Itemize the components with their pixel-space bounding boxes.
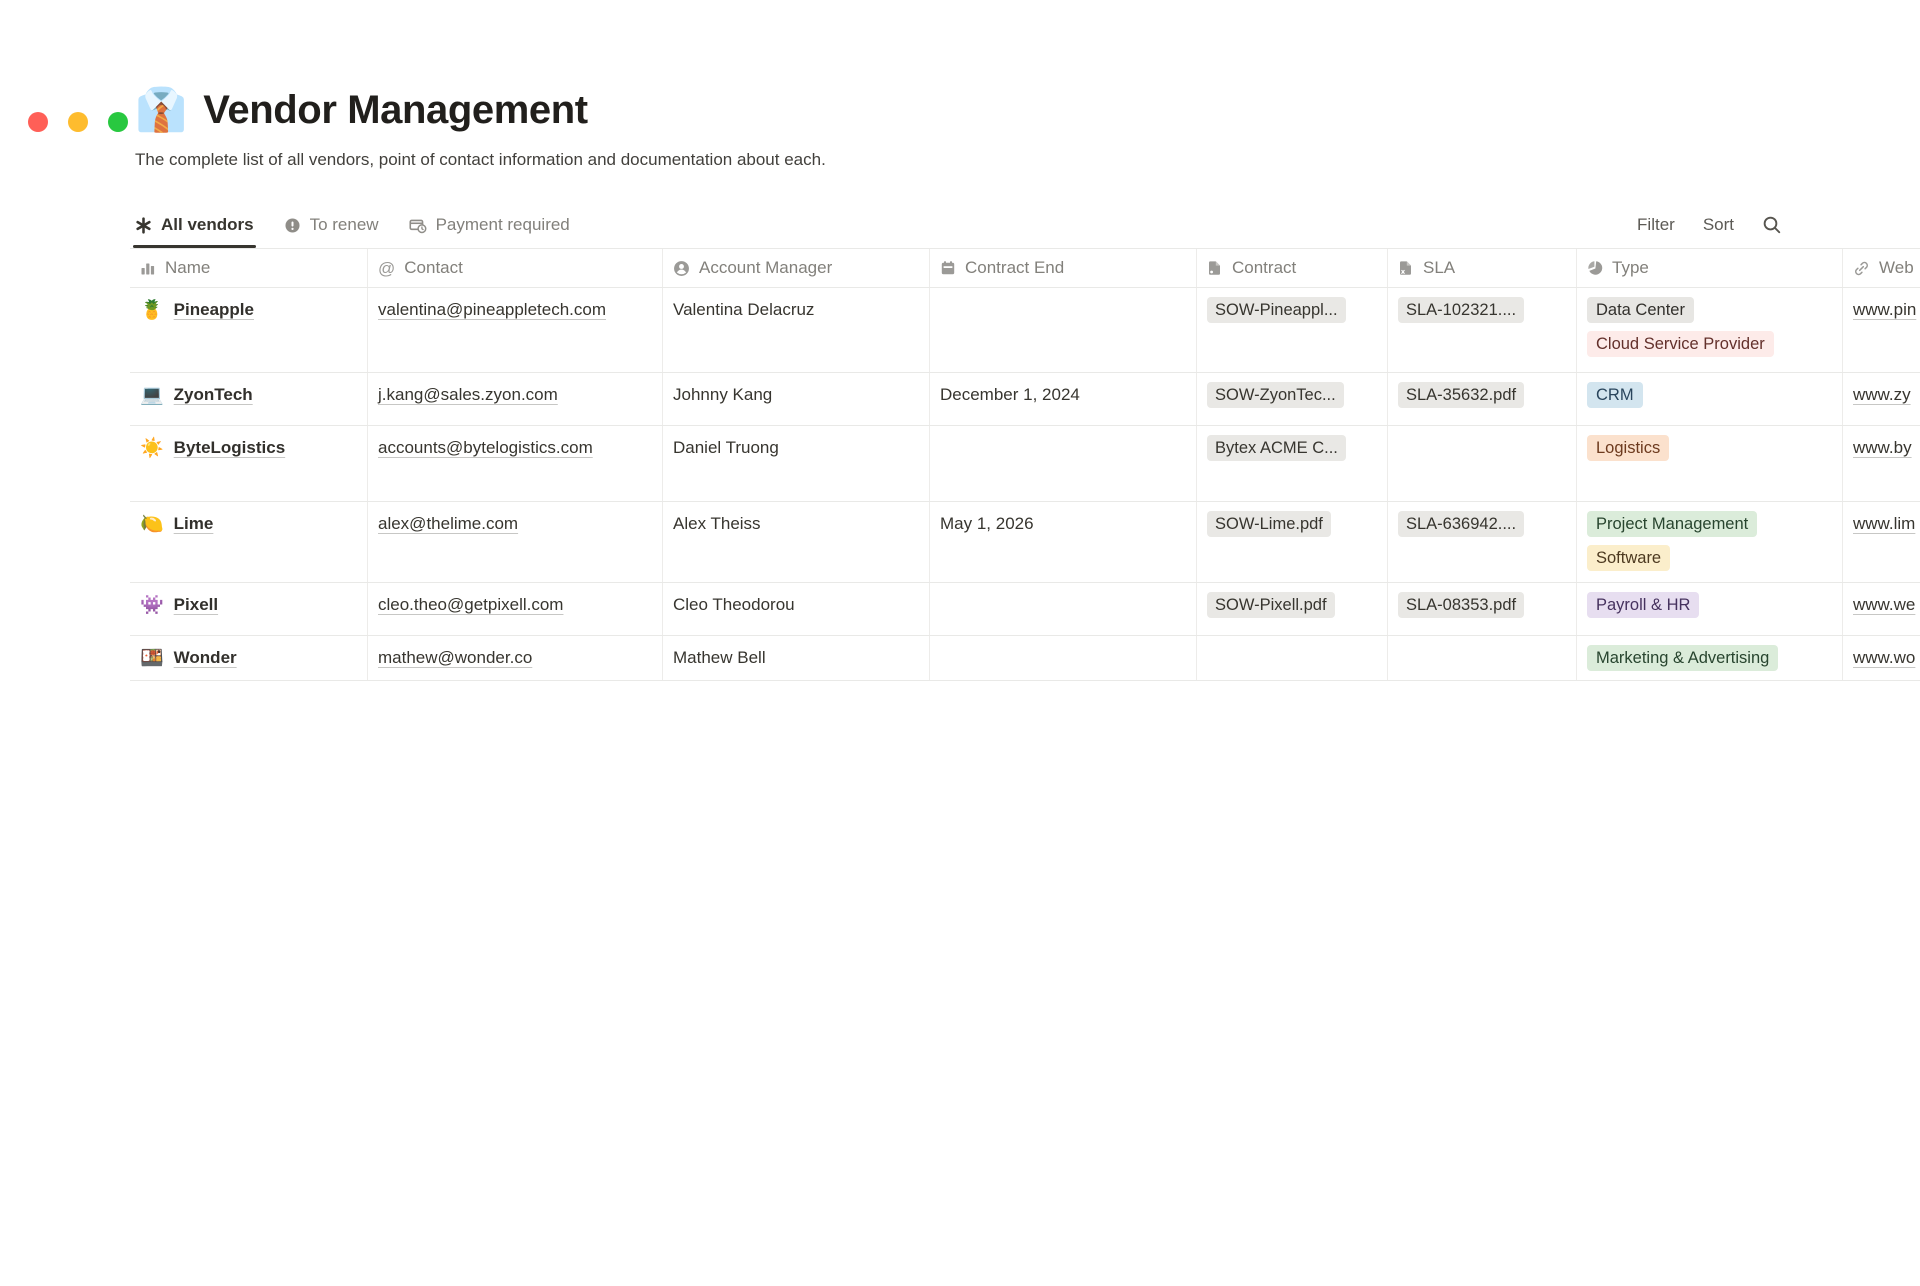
view-tabs: [135, 202, 570, 248]
payment-card-icon: [409, 217, 427, 234]
type-tag[interactable]: Cloud Service Provider: [1587, 331, 1774, 357]
contract-file-chip[interactable]: SOW-Pixell.pdf: [1207, 592, 1335, 618]
column-label: Contact: [404, 258, 463, 277]
column-header-account-manager[interactable]: [663, 249, 930, 287]
type-tag[interactable]: Payroll & HR: [1587, 592, 1699, 618]
zoom-window-button[interactable]: [108, 112, 128, 132]
date-value: December 1, 2024: [940, 385, 1080, 404]
cell-type[interactable]: [1577, 426, 1843, 501]
page-header: [135, 86, 1920, 172]
cell-contract-end[interactable]: [930, 426, 1197, 501]
search-icon[interactable]: [1762, 215, 1782, 235]
cell-contact[interactable]: [368, 373, 663, 425]
tab-label: To renew: [309, 215, 379, 234]
cell-contract-end[interactable]: [930, 636, 1197, 680]
cell-account-manager[interactable]: [663, 426, 930, 501]
bars-icon: [140, 260, 156, 276]
table-row: [130, 583, 1920, 636]
website-link[interactable]: www.by: [1853, 438, 1912, 457]
cell-sla[interactable]: [1388, 426, 1577, 501]
column-label: Type: [1612, 258, 1649, 277]
email-link[interactable]: cleo.theo@getpixell.com: [378, 595, 564, 614]
type-tag[interactable]: Marketing & Advertising: [1587, 645, 1778, 671]
asterisk-view-icon: [135, 217, 152, 234]
email-link[interactable]: alex@thelime.com: [378, 514, 519, 533]
view-bar: [135, 202, 1782, 248]
type-tag[interactable]: Project Management: [1587, 511, 1757, 537]
cell-type[interactable]: [1577, 583, 1843, 635]
contract-file-chip[interactable]: SOW-ZyonTec...: [1207, 382, 1344, 408]
cell-web[interactable]: [1843, 583, 1920, 635]
column-label: Contract End: [965, 258, 1065, 277]
cell-type[interactable]: [1577, 373, 1843, 425]
cell-contract[interactable]: [1197, 636, 1388, 680]
cell-account-manager[interactable]: [663, 502, 930, 582]
vendor-emoji-icon: 👾: [140, 594, 164, 616]
manager-name: Valentina Delacruz: [673, 300, 815, 319]
tab-to-renew[interactable]: [284, 202, 379, 248]
column-label: Account Manager: [699, 258, 833, 277]
sla-file-chip[interactable]: SLA-08353.pdf: [1398, 592, 1524, 618]
website-link[interactable]: www.we: [1853, 595, 1916, 614]
website-link[interactable]: www.pin: [1853, 300, 1917, 319]
cell-account-manager[interactable]: [663, 636, 930, 680]
cell-contract-end[interactable]: [930, 373, 1197, 425]
cell-sla[interactable]: [1388, 288, 1577, 372]
column-header-contract-end[interactable]: [930, 249, 1197, 287]
column-header-name[interactable]: [130, 249, 368, 287]
date-value: May 1, 2026: [940, 514, 1034, 533]
cell-name[interactable]: [130, 426, 368, 501]
column-header-type[interactable]: [1577, 249, 1843, 287]
vendor-emoji-icon: 🍋: [140, 513, 164, 535]
vendor-emoji-icon: 🍍: [140, 299, 164, 321]
column-header-contact[interactable]: [368, 249, 663, 287]
calendar-icon: [940, 260, 956, 276]
pie-icon: [1587, 260, 1603, 276]
cell-contract[interactable]: [1197, 583, 1388, 635]
cell-contract[interactable]: [1197, 288, 1388, 372]
cell-sla[interactable]: [1388, 583, 1577, 635]
cell-contact[interactable]: [368, 426, 663, 501]
table-header-row: [130, 249, 1920, 288]
contract-file-chip[interactable]: Bytex ACME C...: [1207, 435, 1346, 461]
cell-contract[interactable]: [1197, 426, 1388, 501]
at-icon: @: [378, 258, 396, 278]
cell-contact[interactable]: [368, 502, 663, 582]
column-label: Web: [1879, 258, 1914, 277]
cell-account-manager[interactable]: [663, 373, 930, 425]
vendor-emoji-icon: ☀️: [140, 437, 164, 459]
contract-file-chip[interactable]: SOW-Pineappl...: [1207, 297, 1346, 323]
column-header-web[interactable]: [1843, 249, 1920, 287]
sla-file-chip[interactable]: SLA-102321....: [1398, 297, 1524, 323]
email-link[interactable]: mathew@wonder.co: [378, 648, 533, 667]
vendor-page-link[interactable]: Pineapple: [173, 300, 254, 319]
cell-name[interactable]: [130, 288, 368, 372]
cell-contact[interactable]: [368, 583, 663, 635]
vendor-page-link[interactable]: Pixell: [173, 595, 219, 614]
page-title: Vendor Management: [203, 88, 588, 132]
email-link[interactable]: accounts@bytelogistics.com: [378, 438, 593, 457]
table-row: [130, 373, 1920, 426]
cell-contact[interactable]: [368, 288, 663, 372]
filter-button[interactable]: Filter: [1637, 215, 1675, 234]
column-label: SLA: [1423, 258, 1456, 277]
cell-account-manager[interactable]: [663, 583, 930, 635]
table-row: [130, 636, 1920, 681]
cell-web[interactable]: [1843, 426, 1920, 501]
cell-contract-end[interactable]: [930, 583, 1197, 635]
website-link[interactable]: www.lim: [1853, 514, 1916, 533]
sort-button[interactable]: Sort: [1702, 215, 1734, 234]
table-row: [130, 426, 1920, 502]
tab-label: Payment required: [435, 215, 570, 234]
type-tag[interactable]: Logistics: [1587, 435, 1669, 461]
vendor-page-link[interactable]: Wonder: [173, 648, 237, 667]
type-tag[interactable]: Data Center: [1587, 297, 1694, 323]
manager-name: Daniel Truong: [673, 438, 779, 457]
column-header-sla[interactable]: [1388, 249, 1577, 287]
cell-contract[interactable]: [1197, 502, 1388, 582]
vendors-table: [130, 248, 1920, 681]
website-link[interactable]: www.wo: [1853, 648, 1916, 667]
cell-name[interactable]: [130, 583, 368, 635]
cell-sla[interactable]: [1388, 373, 1577, 425]
link-icon: [1853, 260, 1870, 277]
column-header-contract[interactable]: [1197, 249, 1388, 287]
tab-all-vendors[interactable]: [135, 202, 254, 248]
table-row: [130, 288, 1920, 373]
cell-type[interactable]: [1577, 636, 1843, 680]
manager-name: Cleo Theodorou: [673, 595, 795, 614]
type-tag[interactable]: Software: [1587, 545, 1670, 571]
vendor-page-link[interactable]: ByteLogistics: [173, 438, 286, 457]
cell-web[interactable]: [1843, 502, 1920, 582]
email-link[interactable]: j.kang@sales.zyon.com: [378, 385, 558, 404]
cell-account-manager[interactable]: [663, 288, 930, 372]
file-icon: [1398, 260, 1414, 276]
column-label: Name: [165, 258, 211, 277]
alert-icon: [284, 217, 301, 234]
cell-name[interactable]: [130, 636, 368, 680]
type-tag[interactable]: CRM: [1587, 382, 1643, 408]
sla-file-chip[interactable]: SLA-35632.pdf: [1398, 382, 1524, 408]
cell-contract-end[interactable]: [930, 288, 1197, 372]
person-icon: [673, 260, 690, 277]
view-actions: [1637, 202, 1782, 248]
cell-type[interactable]: [1577, 502, 1843, 582]
minimize-window-button[interactable]: [68, 112, 88, 132]
sla-file-chip[interactable]: SLA-636942....: [1398, 511, 1524, 537]
column-label: Contract: [1232, 258, 1297, 277]
manager-name: Alex Theiss: [673, 514, 761, 533]
window-controls: [28, 112, 128, 132]
tab-payment-required[interactable]: [409, 202, 570, 248]
cell-contract[interactable]: [1197, 373, 1388, 425]
page-emoji-icon: 👔: [135, 85, 188, 134]
table-row: [130, 502, 1920, 583]
vendor-page-link[interactable]: Lime: [173, 514, 214, 533]
vendor-emoji-icon: 💻: [140, 384, 164, 406]
close-window-button[interactable]: [28, 112, 48, 132]
cell-name[interactable]: [130, 373, 368, 425]
website-link[interactable]: www.zy: [1853, 385, 1911, 404]
page-subtitle: The complete list of all vendors, point of contact information and documentation about each.: [135, 150, 826, 169]
tab-label: All vendors: [161, 215, 254, 234]
cell-contact[interactable]: [368, 636, 663, 680]
file-icon: [1207, 260, 1223, 276]
vendor-page-link[interactable]: ZyonTech: [173, 385, 253, 404]
email-link[interactable]: valentina@pineappletech.com: [378, 300, 607, 319]
cell-sla[interactable]: [1388, 502, 1577, 582]
vendor-emoji-icon: 🍱: [140, 647, 164, 669]
manager-name: Johnny Kang: [673, 385, 773, 404]
cell-sla[interactable]: [1388, 636, 1577, 680]
cell-contract-end[interactable]: [930, 502, 1197, 582]
cell-web[interactable]: [1843, 288, 1920, 372]
manager-name: Mathew Bell: [673, 648, 766, 667]
cell-name[interactable]: [130, 502, 368, 582]
cell-type[interactable]: [1577, 288, 1843, 372]
cell-web[interactable]: [1843, 373, 1920, 425]
cell-web[interactable]: [1843, 636, 1920, 680]
contract-file-chip[interactable]: SOW-Lime.pdf: [1207, 511, 1331, 537]
